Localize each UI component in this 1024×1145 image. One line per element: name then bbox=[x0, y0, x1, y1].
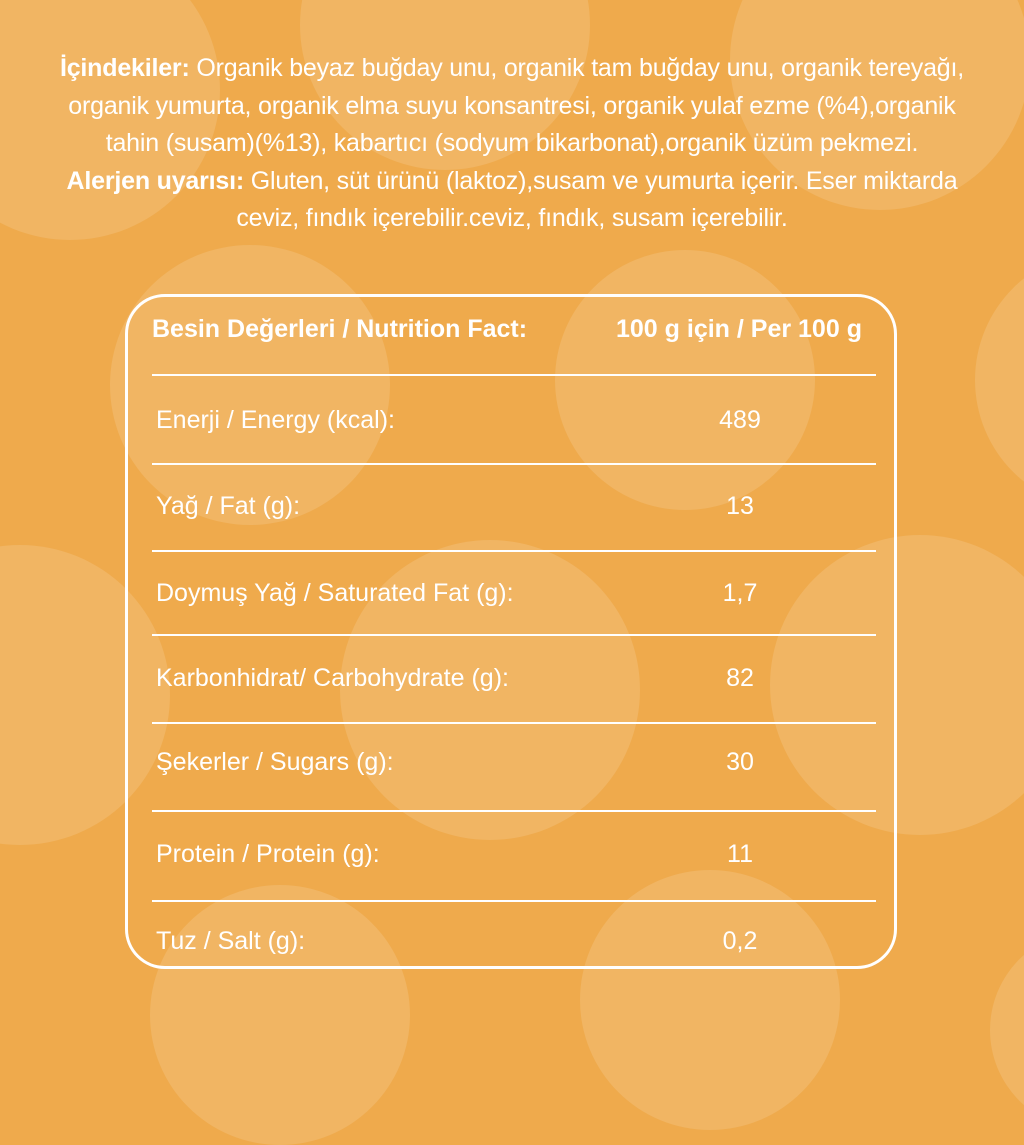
table-divider bbox=[152, 463, 876, 465]
nutrition-header-label: Besin Değerleri / Nutrition Fact: bbox=[152, 315, 528, 343]
sugars-value: 30 bbox=[726, 748, 754, 776]
ingredients-text: Organik beyaz buğday unu, organik tam buğday unu, organik tereyağı, organik yumurta, organik elma suyu konsantresi, organik yulaf ezme (%4),organik tahin (susam)(%13), kabartıcı (sodyum bikarbonat),organik üzüm pekmezi. bbox=[68, 54, 964, 157]
nutrition-header-value: 100 g için / Per 100 g bbox=[616, 315, 862, 343]
table-divider bbox=[152, 550, 876, 552]
sugars-label: Şekerler / Sugars (g): bbox=[156, 748, 394, 776]
carbohydrate-value: 82 bbox=[726, 664, 754, 692]
table-divider bbox=[152, 810, 876, 812]
table-divider bbox=[152, 722, 876, 724]
saturated-fat-label: Doymuş Yağ / Saturated Fat (g): bbox=[156, 579, 514, 607]
allergen-label: Alerjen uyarısı: bbox=[66, 166, 244, 195]
fat-value: 13 bbox=[726, 492, 754, 520]
saturated-fat-value: 1,7 bbox=[722, 579, 758, 607]
ingredients-label: İçindekiler: bbox=[59, 54, 190, 82]
fat-label: Yağ / Fat (g): bbox=[156, 492, 301, 520]
table-divider bbox=[152, 374, 876, 376]
ingredients-block bbox=[40, 50, 984, 238]
energy-value: 489 bbox=[719, 406, 761, 434]
salt-label: Tuz / Salt (g): bbox=[156, 927, 306, 955]
table-divider bbox=[152, 634, 876, 636]
protein-label: Protein / Protein (g): bbox=[156, 840, 380, 868]
protein-value: 11 bbox=[727, 840, 753, 868]
salt-value: 0,2 bbox=[722, 927, 758, 955]
energy-label: Enerji / Energy (kcal): bbox=[156, 406, 395, 434]
allergen-text: Gluten, süt ürünü (laktoz),susam ve yumurta içerir. Eser miktarda ceviz, fındık içerebilir.ceviz, fındık, susam içerebilir. bbox=[236, 166, 958, 232]
table-divider bbox=[152, 900, 876, 902]
carbohydrate-label: Karbonhidrat/ Carbohydrate (g): bbox=[156, 664, 509, 692]
